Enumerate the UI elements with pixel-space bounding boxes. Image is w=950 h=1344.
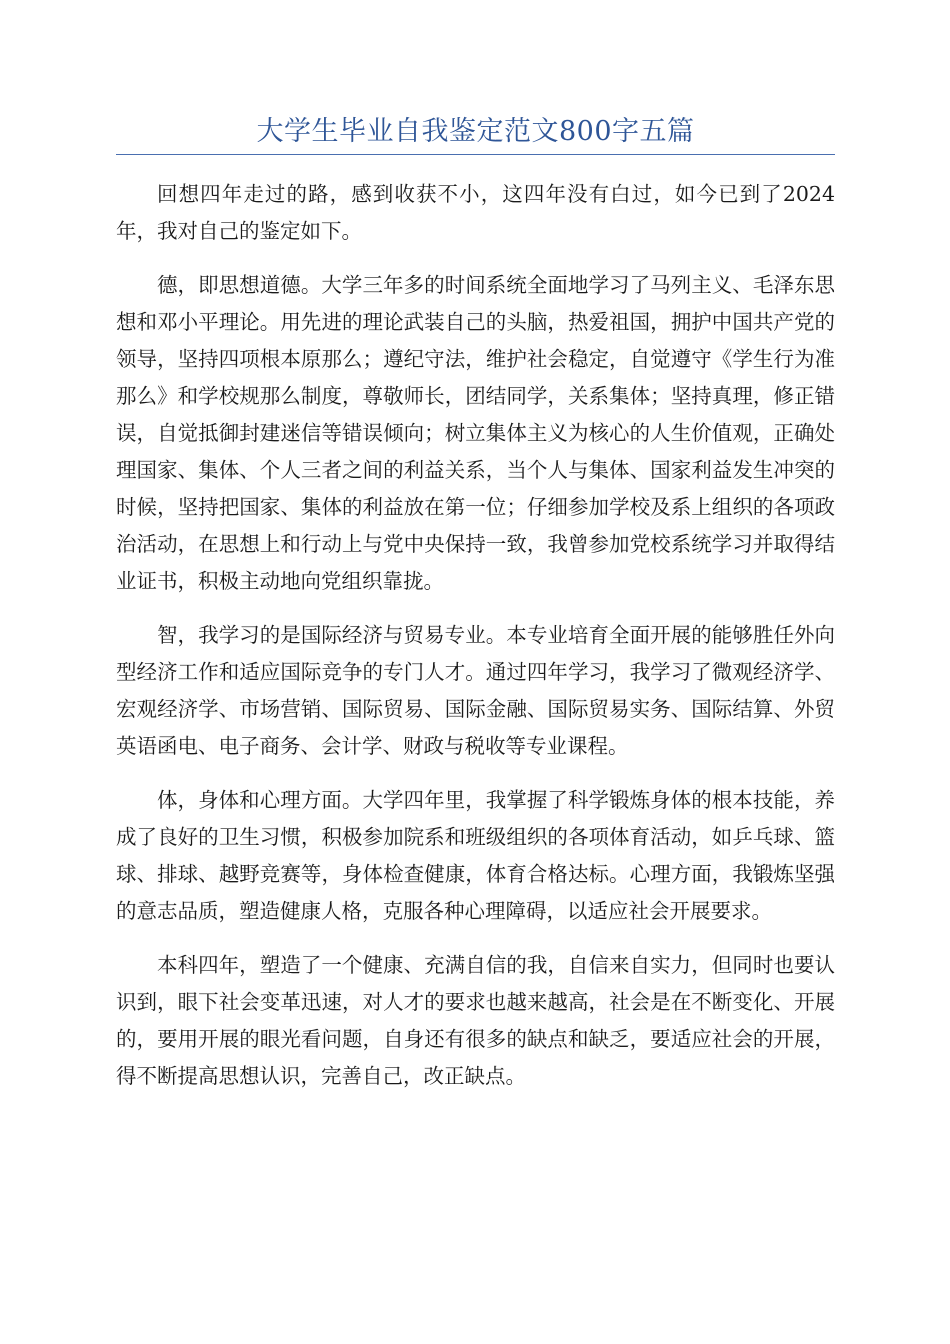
paragraph-summary: 本科四年，塑造了一个健康、充满自信的我，自信来自实力，但同时也要认识到，眼下社会变革迅速，对人才的要求也越来越高，社会是在不断变化、开展的，要用开展的眼光看问题，自身还有很多的缺点和缺乏，要适应社会的开展，得不断提高思想认识，完善自己，改正缺点。	[116, 953, 835, 1088]
title-underline	[116, 154, 835, 155]
page-title: 大学生毕业自我鉴定范文800字五篇	[256, 116, 695, 147]
paragraph-morality: 德，即思想道德。大学三年多的时间系统全面地学习了马列主义、毛泽东思想和邓小平理论。用先进的理论武装自己的头脑，热爱祖国，拥护中国共产党的领导，坚持四项根本原那么；遵纪守法，维护社会稳定，自觉遵守《学生行为准那么》和学校规那么制度，尊敬师长，团结同学，关系集体；坚持真理，修正错误，自觉抵御封建迷信等错误倾向；树立集体主义为核心的人生价值观，正确处理国家、集体、个人三者之间的利益关系，当个人与集体、国家利益发生冲突的时候，坚持把国家、集体的利益放在第一位；仔细参加学校及系上组织的各项政治活动，在思想上和行动上与党中央保持一致，我曾参加党校系统学习并取得结业证书，积极主动地向党组织靠拢。	[116, 273, 835, 593]
paragraph-physical: 体，身体和心理方面。大学四年里，我掌握了科学锻炼身体的根本技能，养成了良好的卫生习惯，积极参加院系和班级组织的各项体育活动，如乒乓球、篮球、排球、越野竞赛等，身体检查健康，体育合格达标。心理方面，我锻炼坚强的意志品质，塑造健康人格，克服各种心理障碍，以适应社会开展要求。	[116, 788, 835, 923]
paragraph-intro: 回想四年走过的路，感到收获不小，这四年没有白过，如今已到了2024年，我对自己的鉴定如下。	[116, 182, 835, 243]
paragraph-intellect: 智，我学习的是国际经济与贸易专业。本专业培育全面开展的能够胜任外向型经济工作和适应国际竞争的专门人才。通过四年学习，我学习了微观经济学、宏观经济学、市场营销、国际贸易、国际金融、国际贸易实务、国际结算、外贸英语函电、电子商务、会计学、财政与税收等专业课程。	[116, 623, 835, 758]
document-body	[116, 176, 835, 1112]
